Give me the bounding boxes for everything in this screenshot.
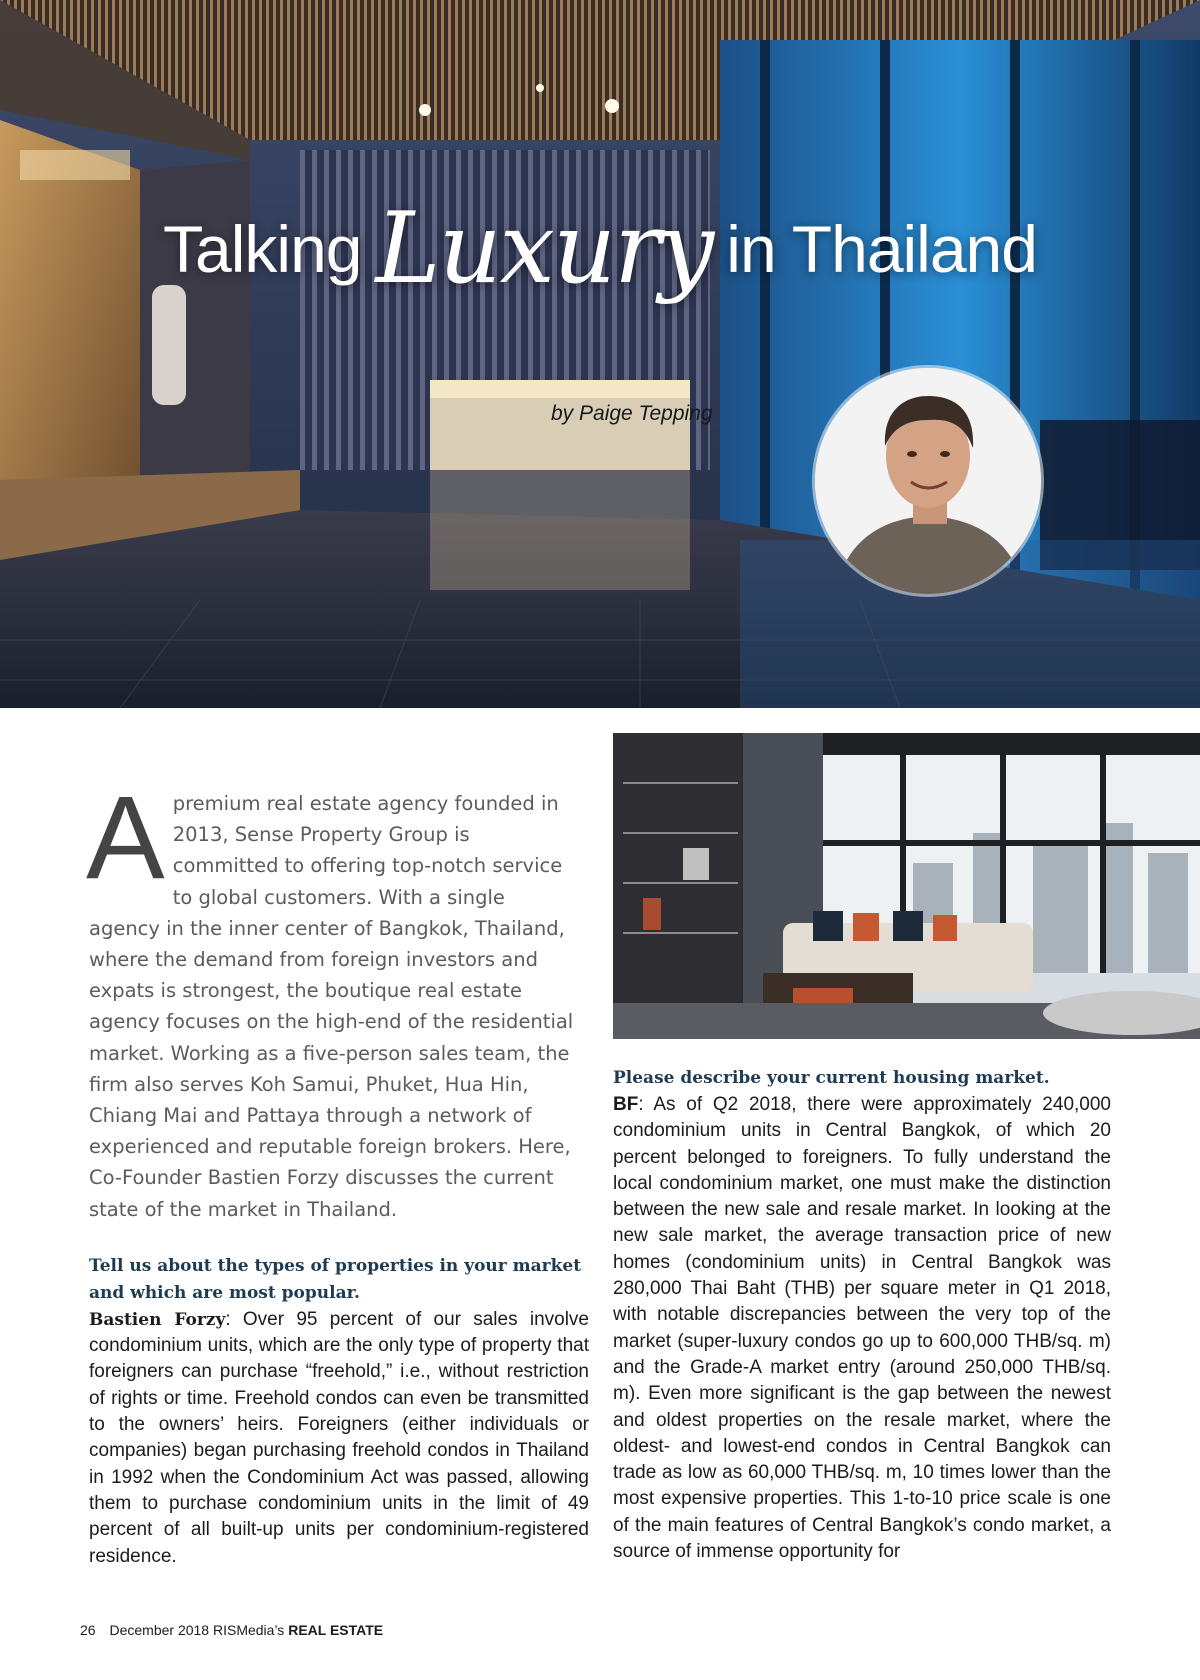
issue-date: December 2018 — [109, 1622, 210, 1638]
title-part-1: Talking — [163, 212, 362, 286]
portrait-illustration — [815, 368, 1041, 594]
left-column — [86, 772, 590, 1570]
answer-2-speaker: BF — [613, 1094, 639, 1115]
living-room-illustration — [613, 733, 1200, 1039]
question-2: Please describe your current housing market. — [613, 1068, 1050, 1088]
answer-1 — [89, 1307, 589, 1570]
intro-paragraph — [86, 772, 581, 1225]
title-part-2: in Thailand — [726, 212, 1037, 286]
byline: by Paige Tepping — [551, 402, 713, 425]
title-script-word: Luxury — [375, 192, 713, 306]
answer-1-text: : Over 95 percent of our sales involve condominium units, which are the only type of property that foreigners can purchase “freehold,” i.e., without restriction of rights or time. Freehold condos can even be transmitted to the owners’ heirs. Foreigners (either individuals or companies) began purchasing freehold condos in Thailand in 1992 when the Condominium Act was passed, allowing them to purchase condominium units in the limit of 49 percent of all built-up units per condominium-registered residence. — [89, 1308, 590, 1567]
page-number: 26 — [80, 1622, 96, 1638]
answer-1-speaker: Bastien Forzy — [89, 1309, 226, 1330]
portrait-photo — [815, 368, 1041, 594]
magazine-name: REAL ESTATE — [288, 1622, 384, 1638]
answer-2-text: : As of Q2 2018, there were approximately 240,000 condominium units in Central Bangkok, of which 20 percent belonged to foreigners. To fully understand the local condominium market, one must make the distinction between the new sale and resale market. In looking at the new sale market, the average transaction price of new homes (condominium units) in Central Bangkok was 280,000 Thai Baht (THB) per square meter in Q1 2018, with notable discrepancies between the very top of the market (super-luxury condos go up to 600,000 THB/sq. m) and the Grade-A market entry (around 250,000 THB/sq. m). Even more significant is the gap between the newest and oldest properties on the resale market, where the oldest- and lowest-end condos in Central Bangkok can trade as low as 60,000 THB/sq. m, 10 times lower than the most expensive properties. This 1-to-10 price scale is one of the main features of Central Bangkok’s condo market, a source of immense opportunity for — [613, 1094, 1111, 1563]
pool-interior-photo — [0, 0, 1200, 708]
question-1: Tell us about the types of properties in your market and which are most popular. — [89, 1255, 582, 1303]
living-room-photo — [613, 733, 1200, 1039]
intro-text: premium real estate agency founded in 2013, Sense Property Group is committed to offering top-notch service to global customers. With a single agency in the inner center of Bangkok, Thailand, where the demand from foreign investors and expats is strongest, the boutique real estate agency focuses on the high-end of the residential market. Working as a five-person sales team, the firm also serves Koh Samui, Phuket, Hua Hin, Chiang Mai and Pattaya through a network of experienced and reputable foreign brokers. Here, Co-Founder Bastien Forzy discusses the current state of the market in Thailand. — [89, 792, 574, 1221]
drop-cap: A — [86, 772, 165, 904]
answer-2 — [613, 1092, 1111, 1565]
article-title — [0, 192, 1200, 306]
page-footer — [80, 1622, 383, 1638]
right-column — [613, 1065, 1111, 1565]
hero-image — [0, 0, 1200, 708]
publisher-name: RISMedia’s — [212, 1622, 285, 1638]
